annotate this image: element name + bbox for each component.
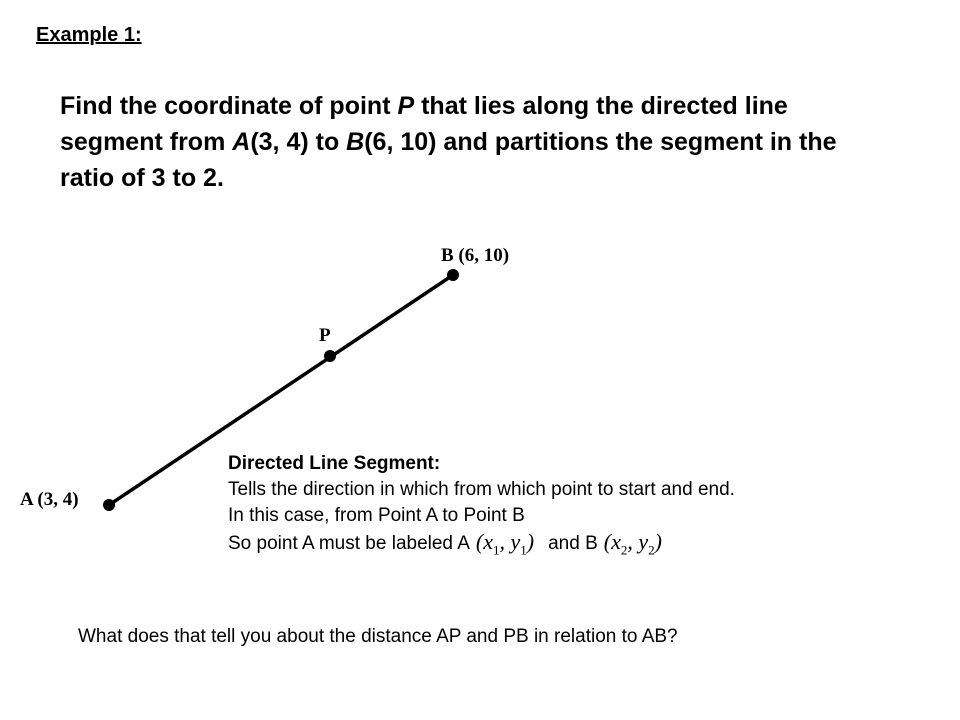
problem-text-4: (6, 10) and partitions the segment in the ratio of 3 to 2. (60, 128, 837, 192)
info-line-1: Tells the direction in which from which point to start and end. (228, 479, 735, 500)
info-title: Directed Line Segment: (228, 453, 441, 474)
problem-text-1: Find the coordinate of point (60, 92, 398, 120)
label-p: P (319, 325, 331, 346)
label-b: B (6, 10) (441, 245, 510, 266)
question-text: What does that tell you about the distance AP and PB in relation to AB? (78, 626, 678, 647)
coord-b-x-sub: 2 (620, 542, 628, 558)
point-b-dot (447, 269, 459, 281)
coord-b-x: x (611, 529, 621, 554)
problem-text-3: (3, 4) to (250, 128, 347, 156)
point-a-dot (103, 499, 115, 511)
coord-b-y-sub: 2 (648, 542, 655, 558)
info-line-3 (228, 529, 735, 563)
info-line-3-mid: and B (548, 533, 598, 554)
label-a: A (3, 4) (20, 489, 79, 510)
coord-a-x-sub: 1 (493, 542, 500, 558)
directed-segment-info (228, 451, 735, 563)
info-line-2: In this case, from Point A to Point B (228, 505, 525, 526)
problem-point-a: A (232, 128, 251, 156)
coord-a: ($x_1$, $y_1$) (475, 529, 535, 558)
problem-point-b: B (346, 128, 365, 156)
info-line-3-prefix: So point A must be labeled A (228, 533, 470, 554)
problem-text-2: that lies along the directed line segment from (60, 92, 788, 156)
point-p-dot (324, 350, 336, 362)
example-heading: Example 1: (36, 24, 142, 46)
coord-a-x: x (483, 529, 493, 554)
coord-a-y: y (510, 529, 521, 554)
coord-b-y: y (638, 529, 649, 554)
problem-point-p: P (397, 92, 415, 120)
coord-a-y-sub: 1 (520, 542, 527, 558)
coord-b: ($x_2$, $y_2$) (603, 529, 662, 558)
